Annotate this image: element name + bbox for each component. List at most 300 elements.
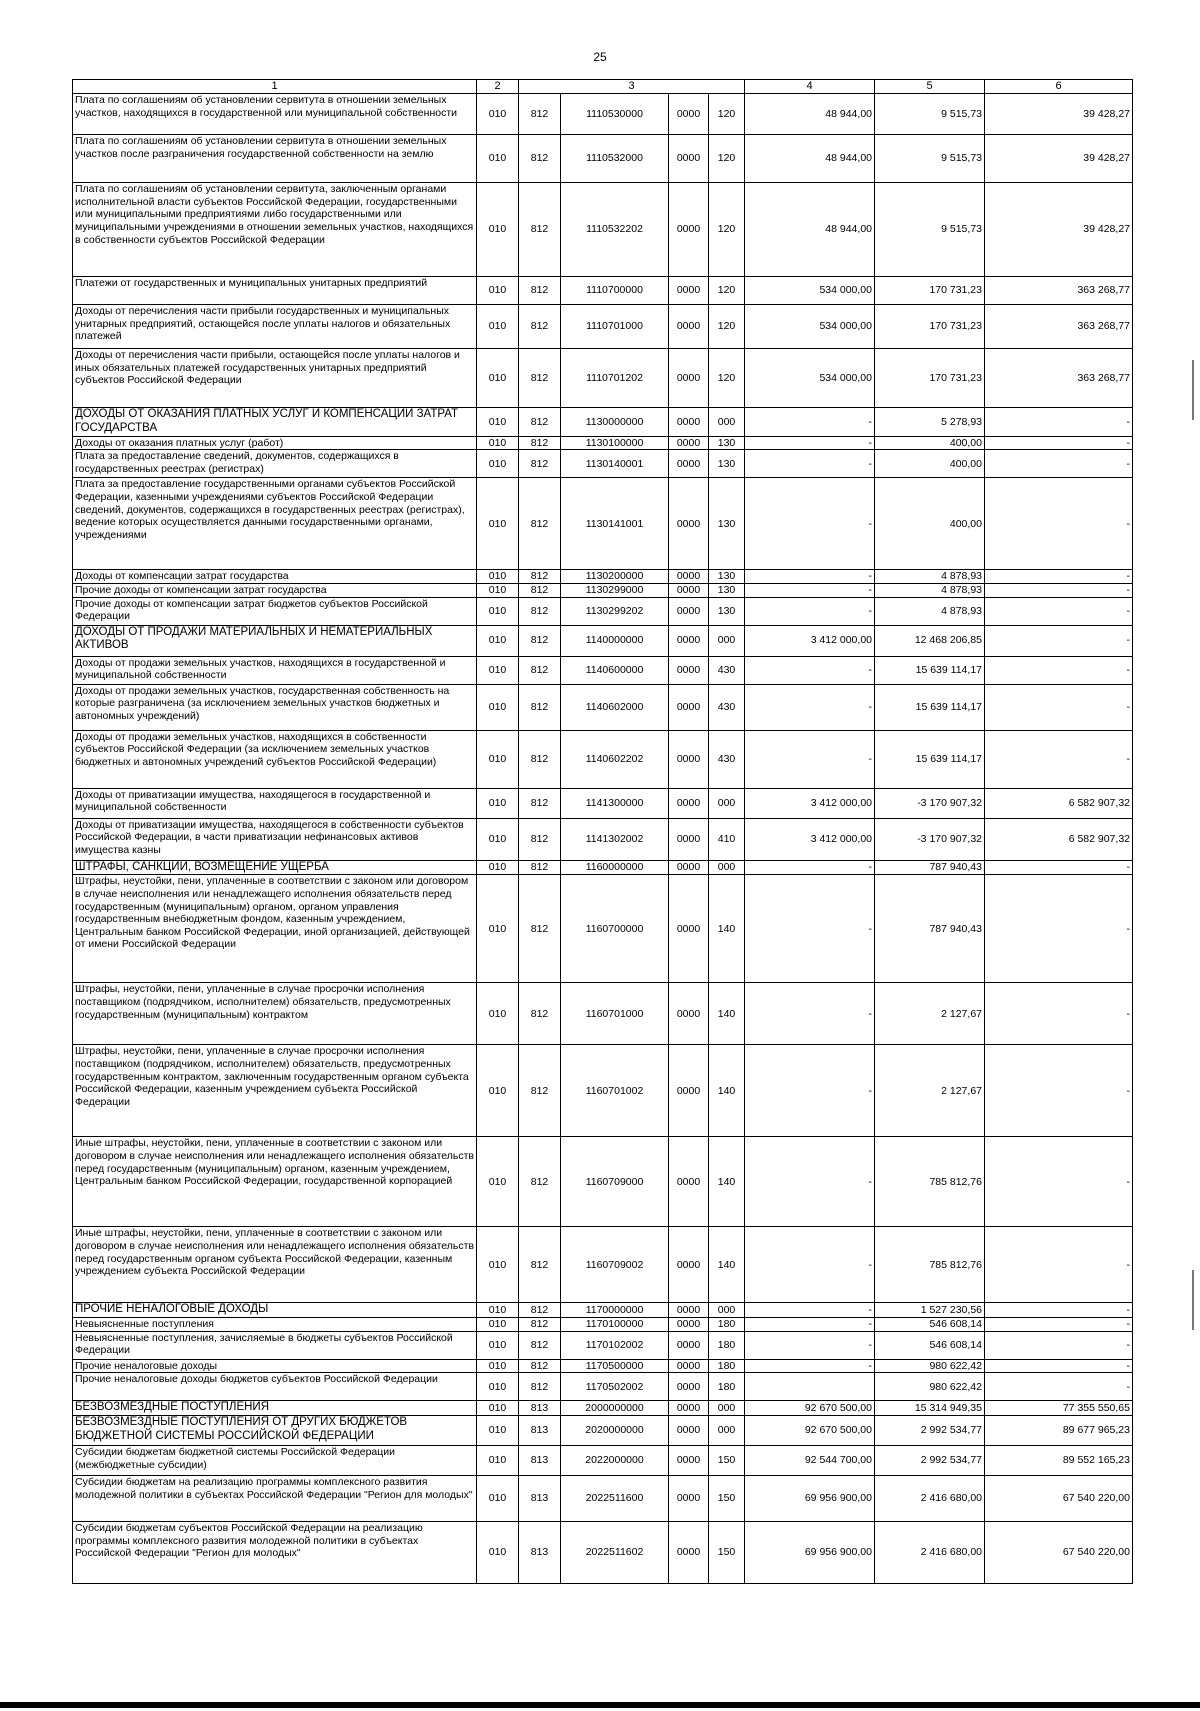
cell-kosgu-code: 130 (709, 478, 745, 570)
cell-line-code: 010 (477, 450, 519, 478)
cell-line-code: 010 (477, 1227, 519, 1303)
cell-budget-code: 1130299202 (561, 597, 669, 625)
cell-executed: 787 940,43 (875, 860, 985, 875)
row-name: Невыясненные поступления, зачисляемые в бюджеты субъектов Российской Федерации (73, 1331, 477, 1359)
cell-executed: 4 878,93 (875, 597, 985, 625)
cell-program-code: 0000 (669, 570, 709, 584)
table-row (73, 183, 1133, 277)
cell-kosgu-code: 430 (709, 730, 745, 788)
cell-admin-code: 812 (519, 625, 561, 656)
cell-program-code: 0000 (669, 597, 709, 625)
table-row (73, 983, 1133, 1045)
cell-executed: 2 127,67 (875, 1045, 985, 1137)
table-row (73, 94, 1133, 135)
cell-budget-code: 1110701000 (561, 305, 669, 349)
cell-approved: - (745, 1045, 875, 1137)
cell-executed: 15 639 114,17 (875, 684, 985, 730)
cell-admin-code: 812 (519, 1318, 561, 1332)
cell-executed: 4 878,93 (875, 570, 985, 584)
cell-budget-code: 1170100000 (561, 1318, 669, 1332)
cell-admin-code: 812 (519, 478, 561, 570)
cell-kosgu-code: 120 (709, 183, 745, 277)
cell-executed: 170 731,23 (875, 305, 985, 349)
cell-executed: 2 992 534,77 (875, 1416, 985, 1446)
cell-executed: 9 515,73 (875, 94, 985, 135)
cell-approved: - (745, 860, 875, 875)
table-row (73, 1359, 1133, 1373)
cell-approved: - (745, 656, 875, 684)
row-name: Плата по соглашениям об установлении сервитута в отношении земельных участков после разграничения государственной собственности на землю (73, 135, 477, 183)
table-row (73, 860, 1133, 875)
cell-executed: 9 515,73 (875, 183, 985, 277)
cell-executed: 2 992 534,77 (875, 1446, 985, 1476)
cell-program-code: 0000 (669, 1137, 709, 1227)
table-row (73, 583, 1133, 597)
cell-executed: 15 639 114,17 (875, 730, 985, 788)
cell-line-code: 010 (477, 1303, 519, 1318)
scan-mark-top (1192, 360, 1194, 420)
cell-line-code: 010 (477, 94, 519, 135)
revenue-table (72, 79, 1133, 1584)
cell-kosgu-code: 000 (709, 788, 745, 818)
cell-budget-code: 1110532202 (561, 183, 669, 277)
cell-admin-code: 812 (519, 1045, 561, 1137)
cell-unexecuted: 77 355 550,65 (985, 1401, 1133, 1416)
cell-approved: 3 412 000,00 (745, 788, 875, 818)
cell-line-code: 010 (477, 730, 519, 788)
cell-admin-code: 812 (519, 597, 561, 625)
cell-program-code: 0000 (669, 450, 709, 478)
table-row (73, 1401, 1133, 1416)
cell-approved: - (745, 730, 875, 788)
table-row (73, 135, 1133, 183)
scan-mark-bottom (1192, 1270, 1194, 1330)
cell-line-code: 010 (477, 583, 519, 597)
cell-kosgu-code: 120 (709, 94, 745, 135)
cell-admin-code: 812 (519, 1359, 561, 1373)
cell-line-code: 010 (477, 1331, 519, 1359)
cell-budget-code: 1170000000 (561, 1303, 669, 1318)
cell-executed: -3 170 907,32 (875, 788, 985, 818)
cell-approved: 534 000,00 (745, 349, 875, 408)
table-row (73, 1373, 1133, 1401)
cell-line-code: 010 (477, 135, 519, 183)
cell-program-code: 0000 (669, 277, 709, 305)
cell-unexecuted: - (985, 436, 1133, 450)
row-name: Плата за предоставление государственными органами субъектов Российской Федерации, казенными учреждениями субъектов Российской Федерации сведений, документов, содержащихся в государственных реестрах (регистрах), ведение которых осуществляется данными государственными органами, учреждениями (73, 478, 477, 570)
cell-admin-code: 812 (519, 1331, 561, 1359)
row-name: Штрафы, неустойки, пени, уплаченные в случае просрочки исполнения поставщиком (подрядчиком, исполнителем) обязательств, предусмотренных государственным (муниципальным) контрактом (73, 983, 477, 1045)
cell-executed: 2 127,67 (875, 983, 985, 1045)
cell-program-code: 0000 (669, 730, 709, 788)
cell-executed: 980 622,42 (875, 1373, 985, 1401)
cell-line-code: 010 (477, 1476, 519, 1522)
cell-approved: - (745, 1303, 875, 1318)
cell-budget-code: 2022511600 (561, 1476, 669, 1522)
row-name: Доходы от оказания платных услуг (работ) (73, 436, 477, 450)
cell-approved: - (745, 583, 875, 597)
cell-line-code: 010 (477, 875, 519, 983)
cell-program-code: 0000 (669, 1303, 709, 1318)
cell-budget-code: 1130140001 (561, 450, 669, 478)
header-col-1: 1 (73, 80, 477, 94)
cell-line-code: 010 (477, 277, 519, 305)
cell-program-code: 0000 (669, 1446, 709, 1476)
cell-executed: 15 314 949,35 (875, 1401, 985, 1416)
row-name: Доходы от перечисления части прибыли государственных и муниципальных унитарных предприятий, остающейся после уплаты налогов и обязательных платежей (73, 305, 477, 349)
row-name: Субсидии бюджетам субъектов Российской Федерации на реализацию программы комплексного развития молодежной политики в субъектах Российской Федерации "Регион для молодых" (73, 1522, 477, 1584)
cell-line-code: 010 (477, 1359, 519, 1373)
cell-budget-code: 1160701002 (561, 1045, 669, 1137)
row-name: Доходы от приватизации имущества, находящегося в государственной и муниципальной собственности (73, 788, 477, 818)
cell-program-code: 0000 (669, 183, 709, 277)
row-name: Платежи от государственных и муниципальных унитарных предприятий (73, 277, 477, 305)
cell-approved: 3 412 000,00 (745, 625, 875, 656)
cell-executed: 400,00 (875, 436, 985, 450)
cell-kosgu-code: 130 (709, 597, 745, 625)
cell-kosgu-code: 140 (709, 875, 745, 983)
cell-admin-code: 812 (519, 818, 561, 860)
row-name: БЕЗВОЗМЕЗДНЫЕ ПОСТУПЛЕНИЯ ОТ ДРУГИХ БЮДЖЕТОВ БЮДЖЕТНОЙ СИСТЕМЫ РОССИЙСКОЙ ФЕДЕРАЦИИ (73, 1416, 477, 1446)
cell-kosgu-code: 150 (709, 1522, 745, 1584)
cell-executed: 2 416 680,00 (875, 1522, 985, 1584)
row-name: Прочие доходы от компенсации затрат бюджетов субъектов Российской Федерации (73, 597, 477, 625)
cell-budget-code: 1141300000 (561, 788, 669, 818)
cell-unexecuted: 39 428,27 (985, 183, 1133, 277)
cell-kosgu-code: 430 (709, 684, 745, 730)
table-row (73, 277, 1133, 305)
cell-approved: - (745, 408, 875, 437)
cell-approved: - (745, 450, 875, 478)
cell-kosgu-code: 140 (709, 1137, 745, 1227)
cell-approved: 48 944,00 (745, 183, 875, 277)
row-name: Субсидии бюджетам на реализацию программы комплексного развития молодежной политики в субъектах Российской Федерации "Регион для молодых" (73, 1476, 477, 1522)
row-name: Плата по соглашениям об установлении сервитута в отношении земельных участков, находящихся в государственной или муниципальной собственности (73, 94, 477, 135)
cell-budget-code: 1160000000 (561, 860, 669, 875)
cell-budget-code: 1140600000 (561, 656, 669, 684)
row-name: Невыясненные поступления (73, 1318, 477, 1332)
cell-admin-code: 812 (519, 408, 561, 437)
cell-program-code: 0000 (669, 349, 709, 408)
cell-program-code: 0000 (669, 305, 709, 349)
cell-unexecuted: - (985, 983, 1133, 1045)
cell-unexecuted: - (985, 1227, 1133, 1303)
cell-unexecuted: - (985, 1045, 1133, 1137)
table-body (73, 94, 1133, 1584)
cell-admin-code: 812 (519, 583, 561, 597)
cell-line-code: 010 (477, 478, 519, 570)
cell-unexecuted: 67 540 220,00 (985, 1476, 1133, 1522)
table-row (73, 1137, 1133, 1227)
row-name: Доходы от продажи земельных участков, находящихся в государственной и муниципальной собственности (73, 656, 477, 684)
cell-unexecuted: - (985, 1373, 1133, 1401)
row-name: ДОХОДЫ ОТ ОКАЗАНИЯ ПЛАТНЫХ УСЛУГ И КОМПЕНСАЦИИ ЗАТРАТ ГОСУДАРСТВА (73, 408, 477, 437)
table-row (73, 408, 1133, 437)
table-row (73, 478, 1133, 570)
cell-program-code: 0000 (669, 1522, 709, 1584)
row-name: ПРОЧИЕ НЕНАЛОГОВЫЕ ДОХОДЫ (73, 1303, 477, 1318)
cell-approved: 534 000,00 (745, 305, 875, 349)
table-row (73, 305, 1133, 349)
cell-line-code: 010 (477, 1045, 519, 1137)
cell-program-code: 0000 (669, 436, 709, 450)
cell-admin-code: 812 (519, 656, 561, 684)
cell-line-code: 010 (477, 656, 519, 684)
table-row (73, 1522, 1133, 1584)
cell-approved: 534 000,00 (745, 277, 875, 305)
cell-program-code: 0000 (669, 478, 709, 570)
row-name: Субсидии бюджетам бюджетной системы Российской Федерации (межбюджетные субсидии) (73, 1446, 477, 1476)
cell-approved: 69 956 900,00 (745, 1522, 875, 1584)
table-row (73, 597, 1133, 625)
cell-unexecuted: - (985, 597, 1133, 625)
cell-admin-code: 812 (519, 788, 561, 818)
cell-kosgu-code: 180 (709, 1359, 745, 1373)
header-col-5: 5 (875, 80, 985, 94)
cell-line-code: 010 (477, 597, 519, 625)
cell-program-code: 0000 (669, 1318, 709, 1332)
cell-kosgu-code: 130 (709, 436, 745, 450)
cell-approved: - (745, 1227, 875, 1303)
cell-program-code: 0000 (669, 788, 709, 818)
cell-kosgu-code: 120 (709, 305, 745, 349)
cell-admin-code: 812 (519, 277, 561, 305)
cell-kosgu-code: 000 (709, 1303, 745, 1318)
cell-kosgu-code: 000 (709, 1401, 745, 1416)
cell-executed: 980 622,42 (875, 1359, 985, 1373)
cell-program-code: 0000 (669, 1227, 709, 1303)
cell-program-code: 0000 (669, 583, 709, 597)
cell-kosgu-code: 150 (709, 1476, 745, 1522)
cell-line-code: 010 (477, 1137, 519, 1227)
cell-executed: -3 170 907,32 (875, 818, 985, 860)
cell-admin-code: 813 (519, 1416, 561, 1446)
cell-unexecuted: - (985, 1318, 1133, 1332)
table-row (73, 450, 1133, 478)
cell-budget-code: 1110530000 (561, 94, 669, 135)
cell-line-code: 010 (477, 1401, 519, 1416)
row-name: Доходы от продажи земельных участков, находящихся в собственности субъектов Российской Федерации (за исключением земельных участков бюджетных и автономных учреждений субъектов Российской Федерации) (73, 730, 477, 788)
cell-program-code: 0000 (669, 94, 709, 135)
table-row (73, 349, 1133, 408)
cell-unexecuted: - (985, 625, 1133, 656)
cell-kosgu-code: 140 (709, 1045, 745, 1137)
cell-approved (745, 1373, 875, 1401)
cell-program-code: 0000 (669, 818, 709, 860)
cell-program-code: 0000 (669, 1416, 709, 1446)
cell-unexecuted: - (985, 478, 1133, 570)
cell-admin-code: 812 (519, 1137, 561, 1227)
cell-admin-code: 812 (519, 684, 561, 730)
cell-unexecuted: - (985, 684, 1133, 730)
cell-unexecuted: 89 677 965,23 (985, 1416, 1133, 1446)
cell-budget-code: 1160709002 (561, 1227, 669, 1303)
cell-executed: 546 608,14 (875, 1331, 985, 1359)
table-row (73, 788, 1133, 818)
cell-admin-code: 812 (519, 135, 561, 183)
cell-unexecuted: - (985, 450, 1133, 478)
cell-approved: 92 670 500,00 (745, 1401, 875, 1416)
cell-kosgu-code: 130 (709, 583, 745, 597)
cell-line-code: 010 (477, 1522, 519, 1584)
cell-admin-code: 812 (519, 983, 561, 1045)
cell-unexecuted: - (985, 656, 1133, 684)
cell-executed: 785 812,76 (875, 1137, 985, 1227)
cell-budget-code: 1130000000 (561, 408, 669, 437)
cell-approved: 92 544 700,00 (745, 1446, 875, 1476)
cell-admin-code: 812 (519, 450, 561, 478)
cell-budget-code: 1140602000 (561, 684, 669, 730)
cell-line-code: 010 (477, 1416, 519, 1446)
cell-line-code: 010 (477, 305, 519, 349)
cell-kosgu-code: 140 (709, 983, 745, 1045)
cell-kosgu-code: 180 (709, 1331, 745, 1359)
cell-line-code: 010 (477, 625, 519, 656)
cell-admin-code: 813 (519, 1401, 561, 1416)
cell-budget-code: 2022511602 (561, 1522, 669, 1584)
cell-unexecuted: - (985, 408, 1133, 437)
cell-budget-code: 1140602202 (561, 730, 669, 788)
cell-kosgu-code: 130 (709, 570, 745, 584)
cell-budget-code: 1141302002 (561, 818, 669, 860)
row-name: Доходы от приватизации имущества, находящегося в собственности субъектов Российской Федерации, в части приватизации нефинансовых активов имущества казны (73, 818, 477, 860)
cell-kosgu-code: 000 (709, 860, 745, 875)
cell-kosgu-code: 130 (709, 450, 745, 478)
cell-line-code: 010 (477, 1373, 519, 1401)
cell-budget-code: 2000000000 (561, 1401, 669, 1416)
cell-program-code: 0000 (669, 684, 709, 730)
cell-executed: 15 639 114,17 (875, 656, 985, 684)
cell-budget-code: 1110701202 (561, 349, 669, 408)
row-name: Доходы от продажи земельных участков, государственная собственность на которые разграничена (за исключением земельных участков бюджетных и автономных учреждений) (73, 684, 477, 730)
table-row (73, 1446, 1133, 1476)
cell-admin-code: 813 (519, 1446, 561, 1476)
table-row (73, 730, 1133, 788)
cell-program-code: 0000 (669, 1045, 709, 1137)
page-number: 25 (593, 50, 607, 64)
cell-approved: - (745, 1359, 875, 1373)
cell-unexecuted: - (985, 875, 1133, 983)
cell-unexecuted: - (985, 1303, 1133, 1318)
table-row (73, 1416, 1133, 1446)
cell-executed: 9 515,73 (875, 135, 985, 183)
cell-approved: 92 670 500,00 (745, 1416, 875, 1446)
cell-admin-code: 812 (519, 1227, 561, 1303)
row-name: ДОХОДЫ ОТ ПРОДАЖИ МАТЕРИАЛЬНЫХ И НЕМАТЕРИАЛЬНЫХ АКТИВОВ (73, 625, 477, 656)
cell-program-code: 0000 (669, 1331, 709, 1359)
cell-approved: - (745, 478, 875, 570)
cell-approved: 69 956 900,00 (745, 1476, 875, 1522)
cell-budget-code: 1110532000 (561, 135, 669, 183)
table-row (73, 436, 1133, 450)
cell-unexecuted: - (985, 1137, 1133, 1227)
cell-budget-code: 1110700000 (561, 277, 669, 305)
row-name: Штрафы, неустойки, пени, уплаченные в случае просрочки исполнения поставщиком (подрядчиком, исполнителем) обязательств, предусмотренных государственным контрактом, заключенным государственным органом субъекта Российской Федерации, казенным учреждением субъекта Российской Федерации (73, 1045, 477, 1137)
cell-budget-code: 1170500000 (561, 1359, 669, 1373)
cell-unexecuted: 6 582 907,32 (985, 818, 1133, 860)
cell-budget-code: 1160709000 (561, 1137, 669, 1227)
row-name: Штрафы, неустойки, пени, уплаченные в соответствии с законом или договором в случае неисполнения или ненадлежащего исполнения обязательств перед государственным (муниципальным) органом, органом управления государственным внебюджетным фондом, казенным учреждением, Центральным банком Российской Федерации, иной организацией, действующей от имени Российской Федерации (73, 875, 477, 983)
table-row (73, 1331, 1133, 1359)
row-name: Иные штрафы, неустойки, пени, уплаченные в соответствии с законом или договором в случае неисполнения или ненадлежащего исполнения обязательств перед государственным органом субъекта Российской Федерации, казенным учреждением субъекта Российской Федерации (73, 1227, 477, 1303)
cell-program-code: 0000 (669, 1401, 709, 1416)
table-row (73, 625, 1133, 656)
header-col-2: 2 (477, 80, 519, 94)
cell-line-code: 010 (477, 983, 519, 1045)
table-row (73, 1318, 1133, 1332)
cell-line-code: 010 (477, 860, 519, 875)
cell-approved: - (745, 1331, 875, 1359)
cell-admin-code: 812 (519, 570, 561, 584)
cell-approved: - (745, 1137, 875, 1227)
cell-unexecuted: - (985, 583, 1133, 597)
cell-program-code: 0000 (669, 860, 709, 875)
cell-approved: 3 412 000,00 (745, 818, 875, 860)
cell-executed: 5 278,93 (875, 408, 985, 437)
cell-admin-code: 812 (519, 860, 561, 875)
cell-unexecuted: 89 552 165,23 (985, 1446, 1133, 1476)
header-col-4: 4 (745, 80, 875, 94)
cell-admin-code: 812 (519, 1373, 561, 1401)
cell-executed: 4 878,93 (875, 583, 985, 597)
cell-program-code: 0000 (669, 625, 709, 656)
cell-unexecuted: 39 428,27 (985, 94, 1133, 135)
table-row (73, 875, 1133, 983)
cell-program-code: 0000 (669, 875, 709, 983)
cell-unexecuted: 39 428,27 (985, 135, 1133, 183)
cell-admin-code: 813 (519, 1476, 561, 1522)
cell-unexecuted: 6 582 907,32 (985, 788, 1133, 818)
cell-unexecuted: - (985, 1359, 1133, 1373)
row-name: Прочие неналоговые доходы бюджетов субъектов Российской Федерации (73, 1373, 477, 1401)
cell-kosgu-code: 430 (709, 656, 745, 684)
cell-kosgu-code: 180 (709, 1373, 745, 1401)
cell-admin-code: 812 (519, 436, 561, 450)
row-name: Плата за предоставление сведений, документов, содержащихся в государственных реестрах (регистрах) (73, 450, 477, 478)
cell-kosgu-code: 150 (709, 1446, 745, 1476)
cell-budget-code: 2022000000 (561, 1446, 669, 1476)
cell-program-code: 0000 (669, 1373, 709, 1401)
header-col-6: 6 (985, 80, 1133, 94)
cell-executed: 12 468 206,85 (875, 625, 985, 656)
cell-unexecuted: - (985, 730, 1133, 788)
cell-budget-code: 1130100000 (561, 436, 669, 450)
cell-admin-code: 812 (519, 875, 561, 983)
cell-line-code: 010 (477, 684, 519, 730)
table-row (73, 818, 1133, 860)
cell-budget-code: 1130141001 (561, 478, 669, 570)
row-name: Иные штрафы, неустойки, пени, уплаченные в соответствии с законом или договором в случае неисполнения или ненадлежащего исполнения обязательств перед государственным (муниципальным) органом, казенным учреждением, Центральным банком Российской Федерации, государственной корпорацией (73, 1137, 477, 1227)
row-name: БЕЗВОЗМЕЗДНЫЕ ПОСТУПЛЕНИЯ (73, 1401, 477, 1416)
cell-unexecuted: 363 268,77 (985, 277, 1133, 305)
cell-approved: - (745, 1318, 875, 1332)
table-row (73, 656, 1133, 684)
cell-line-code: 010 (477, 570, 519, 584)
cell-approved: 48 944,00 (745, 94, 875, 135)
cell-budget-code: 1170502002 (561, 1373, 669, 1401)
cell-program-code: 0000 (669, 408, 709, 437)
cell-program-code: 0000 (669, 656, 709, 684)
cell-line-code: 010 (477, 183, 519, 277)
table-row (73, 570, 1133, 584)
cell-unexecuted: - (985, 860, 1133, 875)
cell-approved: - (745, 570, 875, 584)
row-name: Прочие доходы от компенсации затрат государства (73, 583, 477, 597)
cell-kosgu-code: 180 (709, 1318, 745, 1332)
cell-unexecuted: - (985, 570, 1133, 584)
cell-budget-code: 1170102002 (561, 1331, 669, 1359)
cell-executed: 400,00 (875, 478, 985, 570)
